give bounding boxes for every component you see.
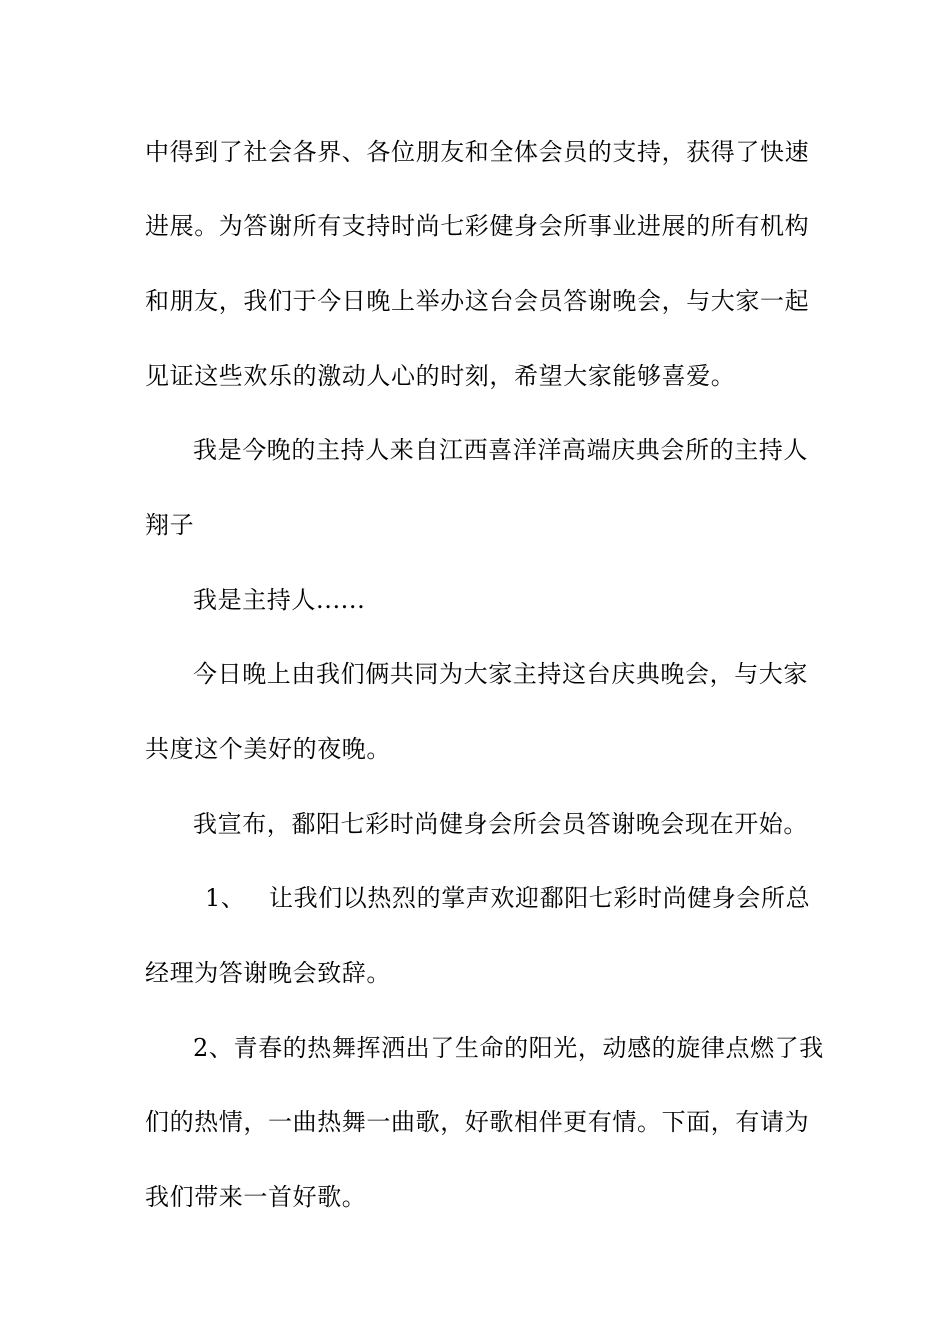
body-text-line: 2、青春的热舞挥洒出了生命的阳光，动感的旋律点燃了我 (193, 1034, 824, 1062)
body-text-line: 让我们以热烈的掌声欢迎鄱阳七彩时尚健身会所总 (269, 884, 811, 912)
body-text-line: 见证这些欢乐的激动人心的时刻，希望大家能够喜爱。 (145, 362, 736, 390)
list-number: 1、 (205, 884, 246, 912)
body-text-line: 我们带来一首好歌。 (145, 1183, 367, 1211)
body-text-line: 中得到了社会各界、各位朋友和全体会员的支持，获得了快速 (145, 138, 810, 166)
body-text-line: 进展。为答谢所有支持时尚七彩健身会所事业进展的所有机构 (145, 212, 810, 240)
body-text-line: 共度这个美好的夜晚。 (145, 735, 391, 763)
body-text-line: 们的热情，一曲热舞一曲歌，好歌相伴更有情。下面，有请为 (145, 1108, 810, 1136)
body-text-line: 翔子 (145, 511, 195, 539)
body-text-line: 和朋友，我们于今日晚上举办这台会员答谢晚会，与大家一起 (145, 287, 810, 315)
body-text-line: 经理为答谢晚会致辞。 (145, 959, 391, 987)
body-text-line: 我是主持人...... (193, 586, 366, 614)
body-text-line: 我是今晚的主持人来自江西喜洋洋高端庆典会所的主持人 (193, 436, 808, 464)
body-text-line: 我宣布，鄱阳七彩时尚健身会所会员答谢晚会现在开始。 (193, 810, 808, 838)
body-text-line: 今日晚上由我们俩共同为大家主持这台庆典晚会，与大家 (193, 660, 808, 688)
